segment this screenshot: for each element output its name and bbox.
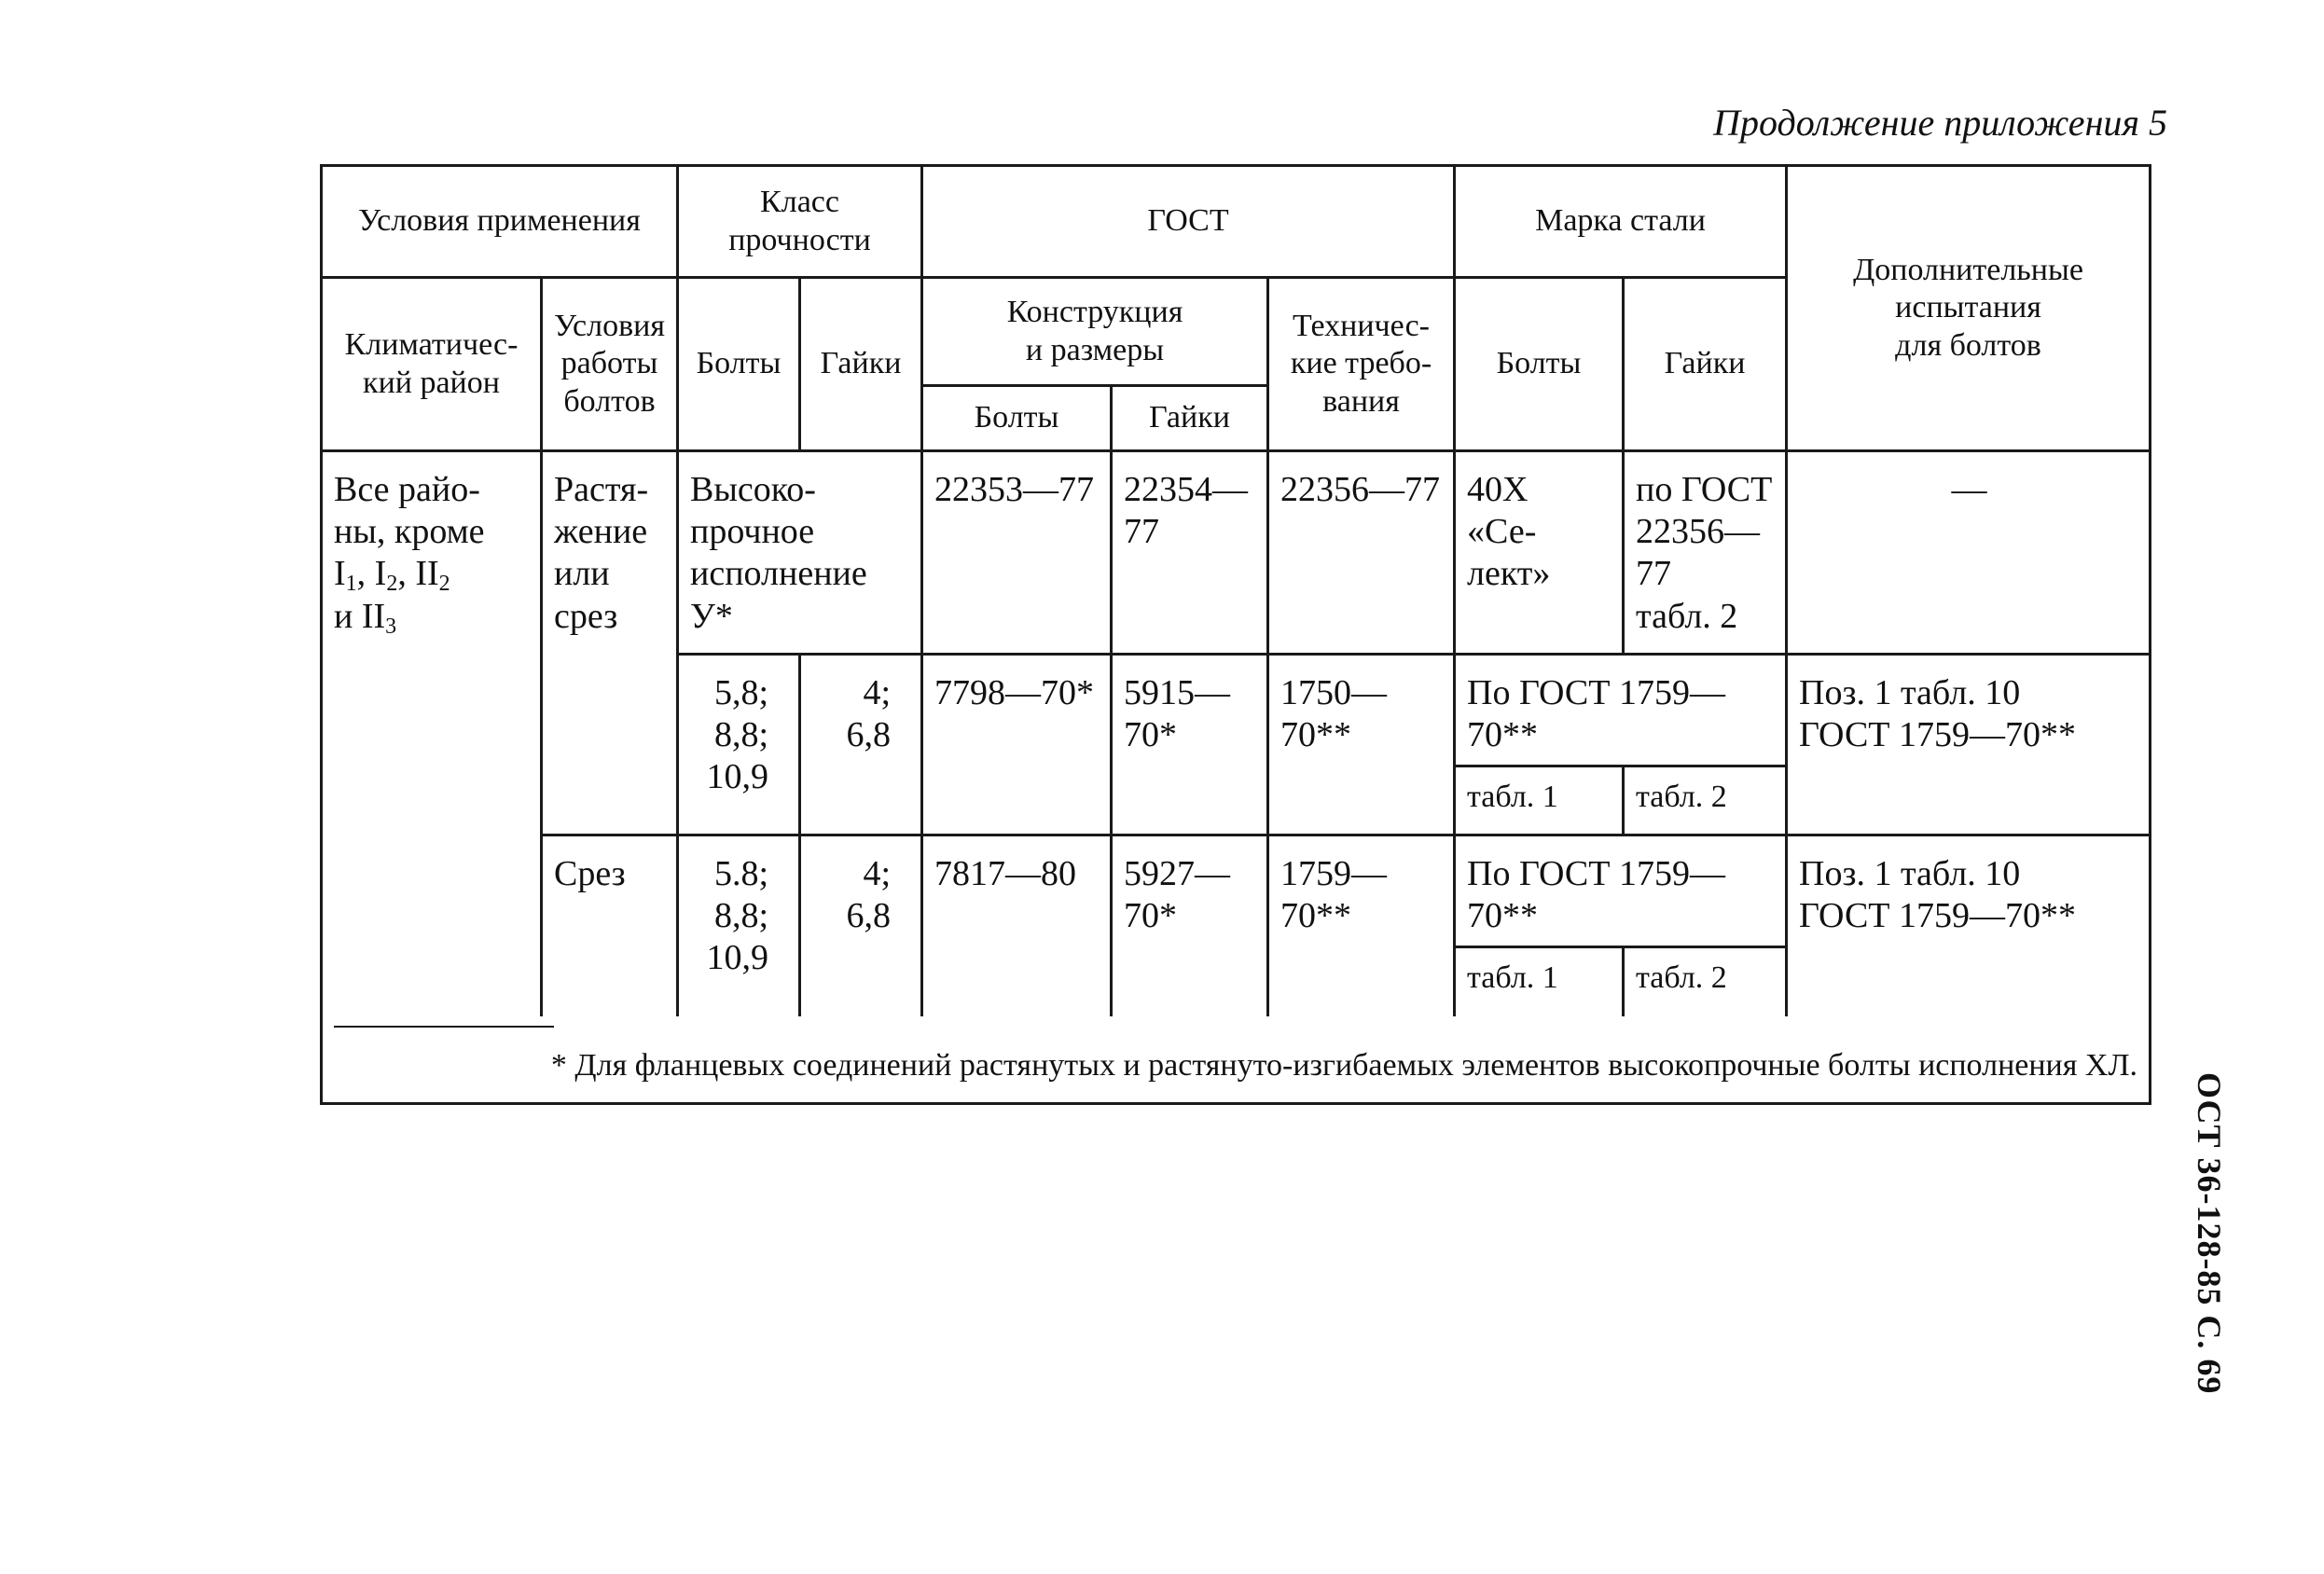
gost-tech-cell: 22356—77 — [1268, 451, 1455, 655]
steel-nuts-cell: по ГОСТ 22356— 77 табл. 2 — [1624, 451, 1787, 655]
gost-nuts-cell: 22354— 77 — [1112, 451, 1268, 655]
header-steel-nuts: Гайки — [1624, 278, 1787, 451]
climate-region-cell: Все райо- ны, кроме $I_1$, $I_2$, $II_2$ и $II_3$ — [322, 451, 542, 1016]
header-steel-grade: Марка стали — [1455, 166, 1787, 278]
gost-bolts-cell: 7817—80 — [922, 835, 1112, 1016]
table-row — [322, 451, 2151, 655]
gost-bolts-cell: 22353—77 — [922, 451, 1112, 655]
gost-nuts-cell: 5927— 70* — [1112, 835, 1268, 1016]
header-gost: ГОСТ — [922, 166, 1455, 278]
steel-bolts-table-cell: табл. 1 — [1455, 947, 1624, 1016]
steel-nuts-table-cell: табл. 2 — [1624, 947, 1787, 1016]
gost-nuts-cell: 5915— 70* — [1112, 655, 1268, 835]
header-design-bolts: Болты — [922, 386, 1112, 451]
gost-bolts-cell: 7798—70* — [922, 655, 1112, 835]
steel-bolts-cell: 40Х «Се- лект» — [1455, 451, 1624, 655]
header-work-conditions: Условия работы болтов — [542, 278, 678, 451]
steel-bolts-table-cell: табл. 1 — [1455, 766, 1624, 835]
footnote-row — [322, 1016, 2151, 1104]
header-conditions: Условия применения — [322, 166, 678, 278]
gost-tech-cell: 1750— 70** — [1268, 655, 1455, 835]
steel-gost-cell: По ГОСТ 1759— 70** — [1455, 835, 1787, 947]
steel-gost-cell: По ГОСТ 1759— 70** — [1455, 655, 1787, 766]
header-design-nuts: Гайки — [1112, 386, 1268, 451]
gost-tech-cell: 1759— 70** — [1268, 835, 1455, 1016]
header-class-bolts: Болты — [678, 278, 800, 451]
continuation-title: Продолжение приложения 5 — [1713, 102, 2167, 144]
header-technical-requirements: Техничес- кие требо- вания — [1268, 278, 1455, 451]
class-nuts-cell: 4; 6,8 — [800, 835, 922, 1016]
extra-tests-cell: Поз. 1 табл. 10 ГОСТ 1759—70** — [1787, 655, 2151, 835]
work-tension-shear-cell: Растя- жение или срез — [542, 451, 678, 835]
header-extra-tests: Дополнительные испытания для болтов — [1787, 166, 2151, 451]
work-shear-cell: Срез — [542, 835, 678, 1016]
header-class-nuts: Гайки — [800, 278, 922, 451]
footnote-text: * Для фланцевых соединений растянутых и растянуто-изгибаемых элементов высокопрочные болты исполнения ХЛ. — [550, 1047, 2138, 1083]
class-high-strength-cell: Высоко- прочное исполнение У* — [678, 451, 922, 655]
header-steel-bolts: Болты — [1455, 278, 1624, 451]
class-bolts-cell: 5.8; 8,8; 10,9 — [678, 835, 800, 1016]
class-bolts-cell: 5,8; 8,8; 10,9 — [678, 655, 800, 835]
header-design-dimensions: Конструкция и размеры — [922, 278, 1268, 386]
side-page-reference: ОСТ 36-128-85 С. 69 — [2191, 1072, 2228, 1395]
extra-tests-cell: Поз. 1 табл. 10 ГОСТ 1759—70** — [1787, 835, 2151, 1016]
header-row-1 — [322, 166, 2151, 278]
extra-tests-cell: — — [1787, 451, 2151, 655]
class-nuts-cell: 4; 6,8 — [800, 655, 922, 835]
fastener-table — [320, 164, 2151, 1105]
header-strength-class: Класс прочности — [678, 166, 922, 278]
footnote-rule — [334, 1026, 554, 1028]
footnote-cell — [322, 1016, 2151, 1104]
steel-nuts-table-cell: табл. 2 — [1624, 766, 1787, 835]
table-row — [322, 835, 2151, 947]
header-climate: Климатичес- кий район — [322, 278, 542, 451]
